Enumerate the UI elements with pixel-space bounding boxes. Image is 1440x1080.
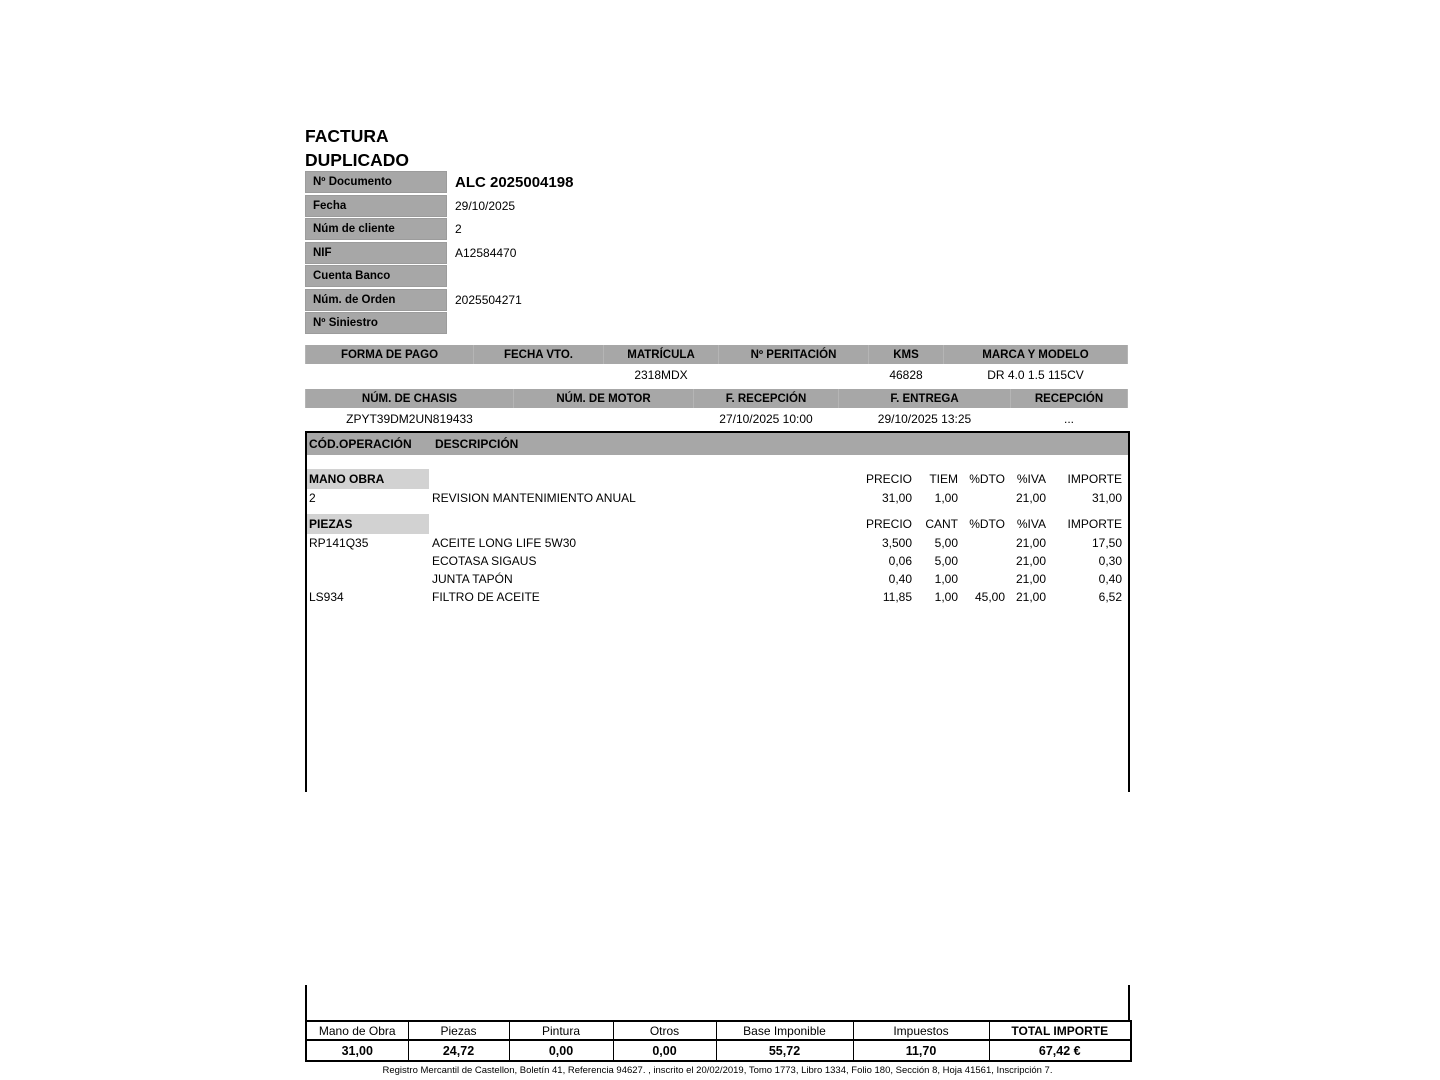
invoice-date: 29/10/2025 xyxy=(455,198,516,213)
item-precio: 31,00 xyxy=(881,491,912,505)
item-row xyxy=(307,534,1128,552)
item-code: LS934 xyxy=(309,590,344,604)
totals-value-piezas: 24,72 xyxy=(408,1040,509,1061)
items-box-continuation xyxy=(305,985,1130,1020)
item-row xyxy=(307,570,1128,588)
vehicle-values-row-1 xyxy=(306,364,1128,385)
document-title xyxy=(305,124,409,172)
value-num-chasis: ZPYT39DM2UN819433 xyxy=(346,411,473,426)
header-num-motor: NÚM. DE MOTOR xyxy=(514,389,694,408)
header-fecha-vto: FECHA VTO. xyxy=(474,345,604,364)
totals-value-base-imponible: 55,72 xyxy=(716,1040,853,1061)
header-kms: KMS xyxy=(869,345,944,364)
header-num-chasis: NÚM. DE CHASIS xyxy=(306,389,514,408)
header-matricula: MATRÍCULA xyxy=(604,345,719,364)
item-row xyxy=(307,588,1128,606)
vehicle-values-row-2 xyxy=(306,408,1128,429)
totals-value-pintura: 0,00 xyxy=(509,1040,613,1061)
info-row-orden xyxy=(305,289,865,311)
totals-header-pintura: Pintura xyxy=(509,1021,613,1040)
item-dto xyxy=(958,552,1005,570)
payment-vehicle-table xyxy=(305,345,1128,385)
item-importe: 31,00 xyxy=(1091,491,1122,505)
item-dto xyxy=(958,570,1005,588)
totals-table xyxy=(305,1020,1132,1062)
col-header-importe: IMPORTE xyxy=(1067,471,1122,486)
value-recepcion: ... xyxy=(1063,411,1074,426)
info-label: Nº Siniestro xyxy=(305,312,447,334)
value-forma-de-pago xyxy=(306,364,474,385)
totals-value-otros: 0,00 xyxy=(613,1040,716,1061)
item-dto xyxy=(958,534,1005,552)
line-items-table xyxy=(307,468,1128,606)
info-label: Nº Documento xyxy=(305,171,447,193)
header-recepcion: RECEPCIÓN xyxy=(1011,389,1128,408)
section-row-mano-obra xyxy=(307,468,1128,489)
totals-value-total-importe: 67,42 € xyxy=(989,1040,1131,1061)
info-label: NIF xyxy=(305,242,447,264)
value-f-recepcion: 27/10/2025 10:00 xyxy=(719,411,813,426)
item-precio: 3,500 xyxy=(881,536,912,550)
item-code: RP141Q35 xyxy=(309,536,369,550)
info-row-fecha xyxy=(305,195,865,217)
value-f-entrega: 29/10/2025 13:25 xyxy=(877,411,972,426)
item-qty: 1,00 xyxy=(934,491,958,505)
line-items-header xyxy=(307,433,1128,455)
item-description: REVISION MANTENIMIENTO ANUAL xyxy=(432,491,636,505)
item-code xyxy=(307,570,432,588)
document-title-line1: FACTURA xyxy=(305,126,389,146)
col-header-iva: %IVA xyxy=(1016,471,1046,486)
totals-header-mano-obra: Mano de Obra xyxy=(306,1021,408,1040)
totals-header-base-imponible: Base Imponible xyxy=(716,1021,853,1040)
item-importe: 0,40 xyxy=(1098,572,1122,586)
info-row-siniestro xyxy=(305,312,865,334)
item-qty: 5,00 xyxy=(934,536,958,550)
value-peritacion xyxy=(719,364,869,385)
header-f-entrega: F. ENTREGA xyxy=(839,389,1011,408)
item-qty: 5,00 xyxy=(934,554,958,568)
totals-header-row xyxy=(306,1021,1131,1040)
section-label-mano-obra: MANO OBRA xyxy=(307,469,429,489)
info-row-cuenta-banco xyxy=(305,265,865,287)
item-qty: 1,00 xyxy=(934,590,958,604)
item-description: JUNTA TAPÓN xyxy=(432,572,513,586)
value-matricula: 2318MDX xyxy=(634,367,688,382)
totals-header-total-importe: TOTAL IMPORTE xyxy=(989,1021,1131,1040)
item-description: ECOTASA SIGAUS xyxy=(432,554,537,568)
item-iva: 21,00 xyxy=(1015,491,1046,505)
document-title-line2: DUPLICADO xyxy=(305,150,410,170)
totals-header-piezas: Piezas xyxy=(408,1021,509,1040)
nif-value: A12584470 xyxy=(455,245,517,260)
header-descripcion: DESCRIPCIÓN xyxy=(435,437,519,451)
registry-footer: Registro Mercantil de Castellon, Boletín 41, Referencia 94627. , inscrito el 20/02/2019, Tomo 1773, Libro 1334, Folio 180, Sección 8, Hoja 41561, Inscripción 7. xyxy=(382,1065,1053,1076)
totals-header-impuestos: Impuestos xyxy=(853,1021,989,1040)
col-header-precio: PRECIO xyxy=(865,516,912,531)
item-precio: 0,06 xyxy=(888,554,912,568)
info-label: Núm de cliente xyxy=(305,218,447,240)
item-description: ACEITE LONG LIFE 5W30 xyxy=(432,536,577,550)
document-number: ALC 2025004198 xyxy=(455,173,574,191)
info-row-cliente xyxy=(305,218,865,240)
item-iva: 21,00 xyxy=(1015,590,1046,604)
item-importe: 6,52 xyxy=(1098,590,1122,604)
item-code: 2 xyxy=(309,491,316,505)
section-row-piezas xyxy=(307,513,1128,534)
item-qty: 1,00 xyxy=(934,572,958,586)
value-marca-modelo: DR 4.0 1.5 115CV xyxy=(987,367,1084,382)
col-header-iva: %IVA xyxy=(1016,516,1046,531)
value-kms: 46828 xyxy=(889,367,923,382)
col-header-tiem: TIEM xyxy=(929,471,958,486)
header-forma-de-pago: FORMA DE PAGO xyxy=(306,345,474,364)
value-num-motor xyxy=(514,408,694,429)
totals-values-row xyxy=(306,1040,1131,1061)
item-description: FILTRO DE ACEITE xyxy=(432,590,540,604)
header-peritacion: Nº PERITACIÓN xyxy=(719,345,869,364)
item-row xyxy=(307,552,1128,570)
info-label: Fecha xyxy=(305,195,447,217)
item-precio: 0,40 xyxy=(888,572,912,586)
item-dto xyxy=(958,489,1005,507)
col-header-dto: %DTO xyxy=(969,471,1005,486)
item-dto: 45,00 xyxy=(974,590,1005,604)
item-iva: 21,00 xyxy=(1015,572,1046,586)
client-number: 2 xyxy=(455,222,462,236)
header-f-recepcion: F. RECEPCIÓN xyxy=(694,389,839,408)
item-code xyxy=(307,552,432,570)
info-label: Cuenta Banco xyxy=(305,265,447,287)
line-items-box xyxy=(305,431,1130,792)
item-iva: 21,00 xyxy=(1015,554,1046,568)
col-header-precio: PRECIO xyxy=(865,471,912,486)
section-label-piezas: PIEZAS xyxy=(307,514,429,534)
totals-header-otros: Otros xyxy=(613,1021,716,1040)
totals-value-impuestos: 11,70 xyxy=(853,1040,989,1061)
item-precio: 11,85 xyxy=(882,590,912,604)
chassis-dates-table xyxy=(305,389,1128,429)
vehicle-header-row-1 xyxy=(306,345,1128,364)
item-importe: 17,50 xyxy=(1091,536,1122,550)
item-iva: 21,00 xyxy=(1015,536,1046,550)
header-cod-operacion: CÓD.OPERACIÓN xyxy=(309,437,412,451)
order-number: 2025504271 xyxy=(455,292,522,307)
header-marca-modelo: MARCA Y MODELO xyxy=(944,345,1128,364)
info-row-documento xyxy=(305,171,865,193)
col-header-importe: IMPORTE xyxy=(1067,516,1122,531)
invoice-info-table xyxy=(305,171,865,336)
col-header-cant: CANT xyxy=(925,516,958,531)
col-header-dto: %DTO xyxy=(969,516,1005,531)
info-label: Núm. de Orden xyxy=(305,289,447,311)
item-row xyxy=(307,489,1128,507)
totals-value-mano-obra: 31,00 xyxy=(306,1040,408,1061)
info-row-nif xyxy=(305,242,865,264)
value-fecha-vto xyxy=(474,364,604,385)
item-importe: 0,30 xyxy=(1098,554,1122,568)
vehicle-header-row-2 xyxy=(306,389,1128,408)
